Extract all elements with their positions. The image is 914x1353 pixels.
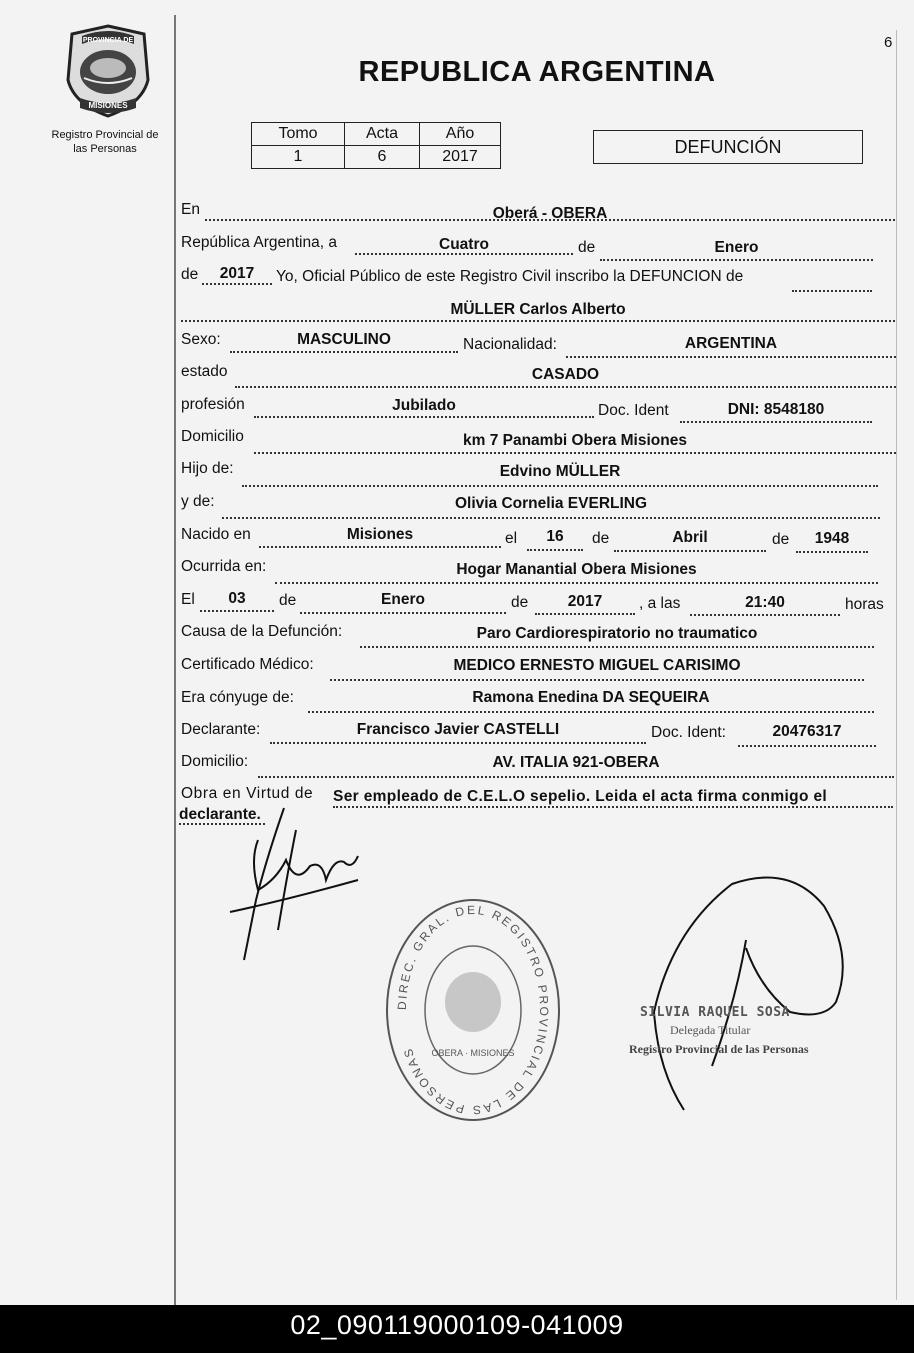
- dotline: [738, 745, 876, 747]
- official-role: Delegada Titular: [670, 1023, 751, 1037]
- stamp-inner-text: OBERA · MISIONES: [431, 1048, 515, 1058]
- value-sexo: MASCULINO: [297, 331, 391, 348]
- left-margin-line: [174, 15, 176, 1305]
- scan-footer-code: 02_090119000109-041009: [0, 1305, 914, 1353]
- page-number: 6: [884, 34, 893, 51]
- label-conyuge: Era cónyuge de:: [181, 689, 294, 706]
- label-estado: estado: [181, 363, 228, 380]
- record-table: [251, 122, 501, 169]
- dotline: [796, 551, 868, 553]
- value-ocurrida-en: Hogar Manantial Obera Misiones: [456, 561, 697, 578]
- value-nacido-en: Misiones: [346, 526, 414, 543]
- dotline: [200, 610, 274, 612]
- label-republica: República Argentina, a: [181, 234, 337, 251]
- label-de-def-mes: de: [279, 592, 297, 609]
- value-madre: Olivia Cornelia EVERLING: [454, 495, 648, 512]
- label-de-def-anio: de: [511, 594, 529, 611]
- dotline: [600, 259, 873, 261]
- stamp-outer-text: DIREC. GRAL. DEL REGISTRO PROVINCIAL DE LAS PERSONAS: [394, 902, 552, 1118]
- label-y-de: y de:: [181, 493, 215, 510]
- tomo-header: Tomo: [252, 123, 345, 146]
- anio-header: Año: [420, 123, 501, 146]
- anio-value: 2017: [420, 146, 501, 169]
- dotline: [614, 550, 766, 552]
- value-def-mes: Enero: [381, 591, 425, 608]
- label-yo: Yo, Oficial Público de este Registro Civil inscribo la DEFUNCION de: [276, 268, 744, 285]
- dotline: [202, 283, 272, 285]
- label-en: En: [181, 201, 200, 218]
- document-type-box: DEFUNCIÓN: [593, 130, 863, 164]
- value-dia-texto: Cuatro: [439, 236, 489, 253]
- value-nac-anio: 1948: [814, 530, 850, 547]
- dotline: [258, 776, 894, 778]
- label-el-cap: El: [181, 591, 195, 608]
- label-de-anio: de: [181, 266, 199, 283]
- official-stamp-icon: [384, 898, 562, 1122]
- dotline: [222, 517, 880, 519]
- label-nacido-en: Nacido en: [181, 526, 251, 543]
- logo-bottom-text: MISIONES: [88, 101, 128, 110]
- acta-header: Acta: [345, 123, 420, 146]
- label-doc-ident-2: Doc. Ident:: [651, 724, 726, 741]
- value-medico: MEDICO ERNESTO MIGUEL CARISIMO: [453, 657, 741, 674]
- label-de: de: [578, 239, 596, 256]
- dotline: [259, 546, 501, 548]
- label-obra: Obra en Virtud de: [181, 785, 314, 802]
- logo-top-text: PROVINCIA DE: [82, 37, 134, 44]
- dotline: [330, 679, 864, 681]
- value-mes: Enero: [714, 239, 759, 256]
- dotline: [254, 452, 896, 454]
- label-causa: Causa de la Defunción:: [181, 623, 343, 640]
- value-causa: Paro Cardiorespiratorio no traumatico: [476, 625, 758, 642]
- value-obra-1: Ser empleado de C.E.L.O sepelio. Leida el acta firma conmigo el: [333, 788, 828, 805]
- value-nombre: MÜLLER Carlos Alberto: [450, 301, 626, 318]
- dotline: [230, 351, 458, 353]
- record-header-row: [252, 123, 501, 146]
- document-title: REPUBLICA ARGENTINA: [358, 56, 716, 88]
- value-def-anio: 2017: [567, 593, 603, 610]
- right-margin-line: [896, 30, 897, 1300]
- dotline: [527, 549, 583, 551]
- value-domicilio: km 7 Panambi Obera Misiones: [463, 432, 687, 449]
- value-profesion: Jubilado: [392, 397, 456, 414]
- dotline: [333, 806, 893, 808]
- value-hora: 21:40: [745, 594, 785, 611]
- value-anio: 2017: [219, 265, 255, 282]
- label-horas: horas: [845, 596, 884, 613]
- label-de-nac-mes: de: [592, 530, 610, 547]
- value-def-dia: 03: [228, 590, 246, 607]
- dotline: [566, 356, 896, 358]
- tomo-value: 1: [252, 146, 345, 169]
- dotline: [242, 485, 878, 487]
- dotline: [300, 612, 506, 614]
- value-doc: DNI: 8548180: [727, 401, 825, 418]
- official-name: SILVIA RAQUEL SOSA: [640, 1005, 790, 1020]
- label-de-nac-anio: de: [772, 531, 790, 548]
- label-domicilio-2: Domicilio:: [181, 753, 249, 770]
- dotline: [792, 290, 872, 292]
- acta-value: 6: [345, 146, 420, 169]
- dotline: [275, 582, 878, 584]
- value-nac-dia: 16: [546, 528, 564, 545]
- dotline: [181, 320, 895, 322]
- dotline: [235, 386, 896, 388]
- value-padre: Edvino MÜLLER: [499, 463, 621, 480]
- label-doc-ident: Doc. Ident: [598, 402, 669, 419]
- value-lugar: Oberá - OBERA: [492, 205, 608, 222]
- dotline: [270, 742, 646, 744]
- official-signature-icon: [640, 870, 850, 1120]
- dotline: [308, 711, 874, 713]
- dotline: [360, 646, 874, 648]
- value-nacionalidad: ARGENTINA: [684, 335, 778, 352]
- value-conyuge: Ramona Enedina DA SEQUEIRA: [472, 689, 710, 706]
- registry-line-1: Registro Provincial de: [51, 129, 159, 141]
- dotline: [680, 421, 872, 423]
- value-declarante: Francisco Javier CASTELLI: [356, 721, 560, 738]
- dotline: [535, 613, 635, 615]
- registry-line-2: las Personas: [73, 143, 137, 155]
- value-declarante-doc: 20476317: [772, 723, 842, 740]
- dotline: [254, 416, 594, 418]
- value-declarante-dom: AV. ITALIA 921-OBERA: [492, 754, 660, 771]
- declarant-signature-icon: [226, 800, 376, 970]
- dotline: [690, 614, 840, 616]
- label-sexo: Sexo:: [181, 331, 221, 348]
- record-value-row: [252, 146, 501, 169]
- label-ocurrida-en: Ocurrida en:: [181, 558, 267, 575]
- label-domicilio: Domicilio: [181, 428, 244, 445]
- label-nacionalidad: Nacionalidad:: [463, 336, 557, 353]
- value-estado: CASADO: [531, 366, 600, 383]
- label-profesion: profesión: [181, 396, 245, 413]
- value-obra-2: declarante.: [179, 806, 261, 823]
- label-a-las: , a las: [639, 595, 681, 612]
- label-el: el: [505, 530, 518, 547]
- label-declarante: Declarante:: [181, 721, 261, 738]
- value-nac-mes: Abril: [672, 529, 708, 546]
- label-hijo-de: Hijo de:: [181, 460, 234, 477]
- registry-name: [30, 128, 180, 156]
- official-office: Registro Provincial de las Personas: [629, 1042, 809, 1056]
- label-certificado: Certificado Médico:: [181, 656, 314, 673]
- coat-of-arms-icon: [62, 22, 154, 120]
